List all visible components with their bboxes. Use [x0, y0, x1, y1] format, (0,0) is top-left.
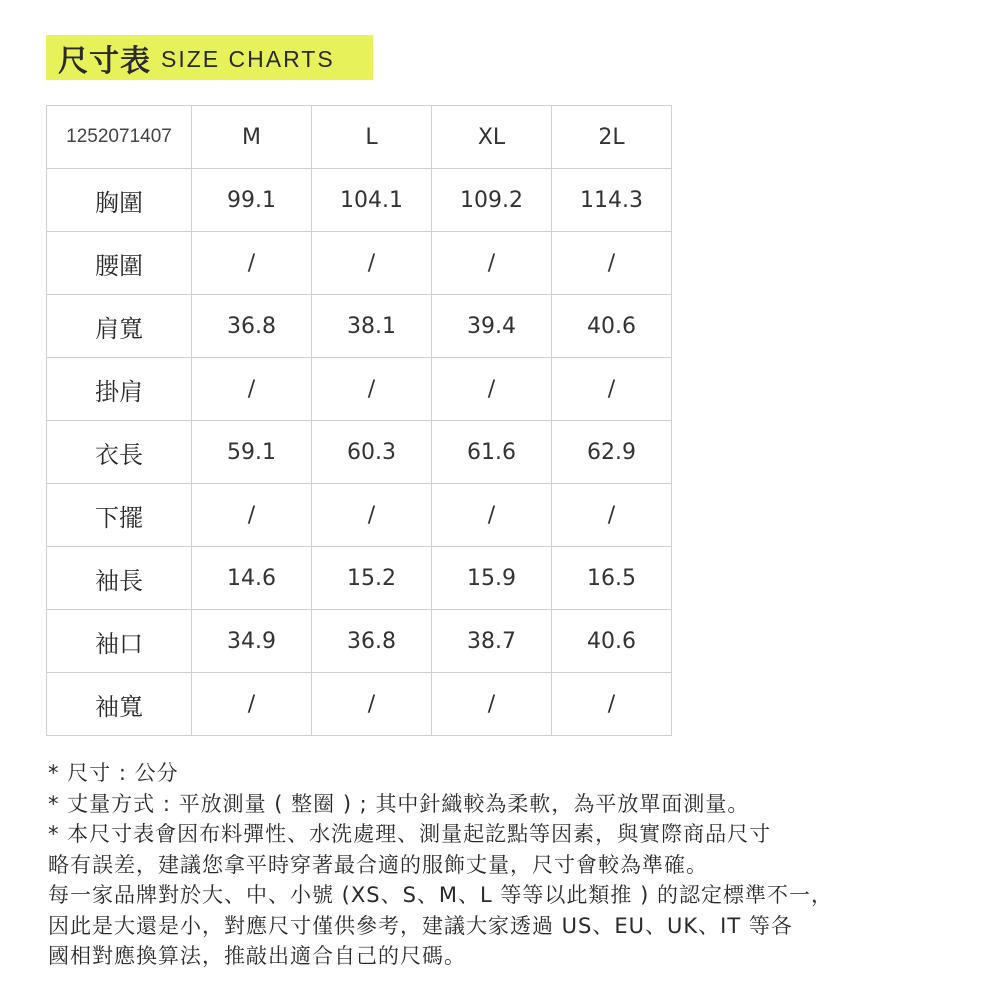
note-line: * 尺寸 : 公分: [48, 761, 179, 785]
table-cell: 39.4: [432, 295, 552, 358]
table-cell: 34.9: [192, 610, 312, 673]
row-label: 腰圍: [47, 232, 192, 295]
table-header-row: [47, 106, 672, 169]
table-cell: /: [552, 358, 672, 421]
table-row: [47, 610, 672, 673]
note-line: 每一家品牌對於大、中、小號 (XS、S、M、L 等等以此類推 ) 的認定標準不一，: [48, 883, 833, 907]
row-label: 掛肩: [47, 358, 192, 421]
note-line: 因此是大還是小，對應尺寸僅供參考，建議大家透過 US、EU、UK、IT 等各: [48, 913, 793, 938]
table-cell: /: [192, 232, 312, 295]
table-cell: 60.3: [312, 421, 432, 484]
table-cell: 15.9: [432, 547, 552, 610]
table-cell: /: [312, 232, 432, 295]
row-label: 袖寬: [47, 673, 192, 736]
row-label: 袖長: [47, 547, 192, 610]
table-cell: 14.6: [192, 547, 312, 610]
note-line: * 丈量方式 : 平放測量 ( 整圈 ) ; 其中針織較為柔軟，為平放單面測量。: [48, 791, 750, 816]
table-cell: /: [192, 484, 312, 547]
table-row: [47, 547, 672, 610]
note-line: * 本尺寸表會因布料彈性、水洗處理、測量起訖點等因素，與實際商品尺寸: [48, 822, 772, 846]
table-cell: 36.8: [312, 610, 432, 673]
table-cell: /: [192, 673, 312, 736]
row-label: 下擺: [47, 484, 192, 547]
page-title-banner: [46, 35, 373, 80]
table-cell: 38.7: [432, 610, 552, 673]
table-cell: /: [432, 673, 552, 736]
size-header-2l: 2L: [552, 106, 672, 169]
page-subtitle: SIZE CHARTS: [161, 46, 335, 72]
page-title: 尺寸表: [58, 43, 151, 79]
row-label: 袖口: [47, 610, 192, 673]
size-notes: [48, 758, 968, 972]
note-line: 國相對應換算法，推敲出適合自己的尺碼。: [48, 944, 466, 968]
table-cell: 40.6: [552, 610, 672, 673]
note-line: 略有誤差，建議您拿平時穿著最合適的服飾丈量，尺寸會較為準確。: [48, 852, 708, 877]
size-header-l: L: [312, 106, 432, 169]
table-cell: 109.2: [432, 169, 552, 232]
table-cell: /: [432, 232, 552, 295]
product-code: 1252071407: [47, 106, 192, 169]
table-row: [47, 421, 672, 484]
table-cell: /: [312, 673, 432, 736]
table-row: [47, 484, 672, 547]
row-label: 胸圍: [47, 169, 192, 232]
table-row: [47, 673, 672, 736]
table-cell: 40.6: [552, 295, 672, 358]
table-cell: 15.2: [312, 547, 432, 610]
table-row: [47, 358, 672, 421]
size-chart-table: [46, 105, 672, 736]
table-cell: 114.3: [552, 169, 672, 232]
size-header-m: M: [192, 106, 312, 169]
table-cell: 62.9: [552, 421, 672, 484]
table-cell: /: [552, 484, 672, 547]
table-cell: /: [312, 484, 432, 547]
table-row: [47, 232, 672, 295]
table-cell: /: [552, 232, 672, 295]
row-label: 肩寬: [47, 295, 192, 358]
table-cell: 36.8: [192, 295, 312, 358]
table-cell: 99.1: [192, 169, 312, 232]
table-cell: /: [432, 358, 552, 421]
table-cell: 38.1: [312, 295, 432, 358]
table-cell: /: [552, 673, 672, 736]
table-cell: 59.1: [192, 421, 312, 484]
table-cell: 104.1: [312, 169, 432, 232]
table-cell: /: [312, 358, 432, 421]
table-row: [47, 295, 672, 358]
table-cell: /: [192, 358, 312, 421]
table-row: [47, 169, 672, 232]
row-label: 衣長: [47, 421, 192, 484]
table-cell: 61.6: [432, 421, 552, 484]
table-cell: /: [432, 484, 552, 547]
size-header-xl: XL: [432, 106, 552, 169]
table-cell: 16.5: [552, 547, 672, 610]
